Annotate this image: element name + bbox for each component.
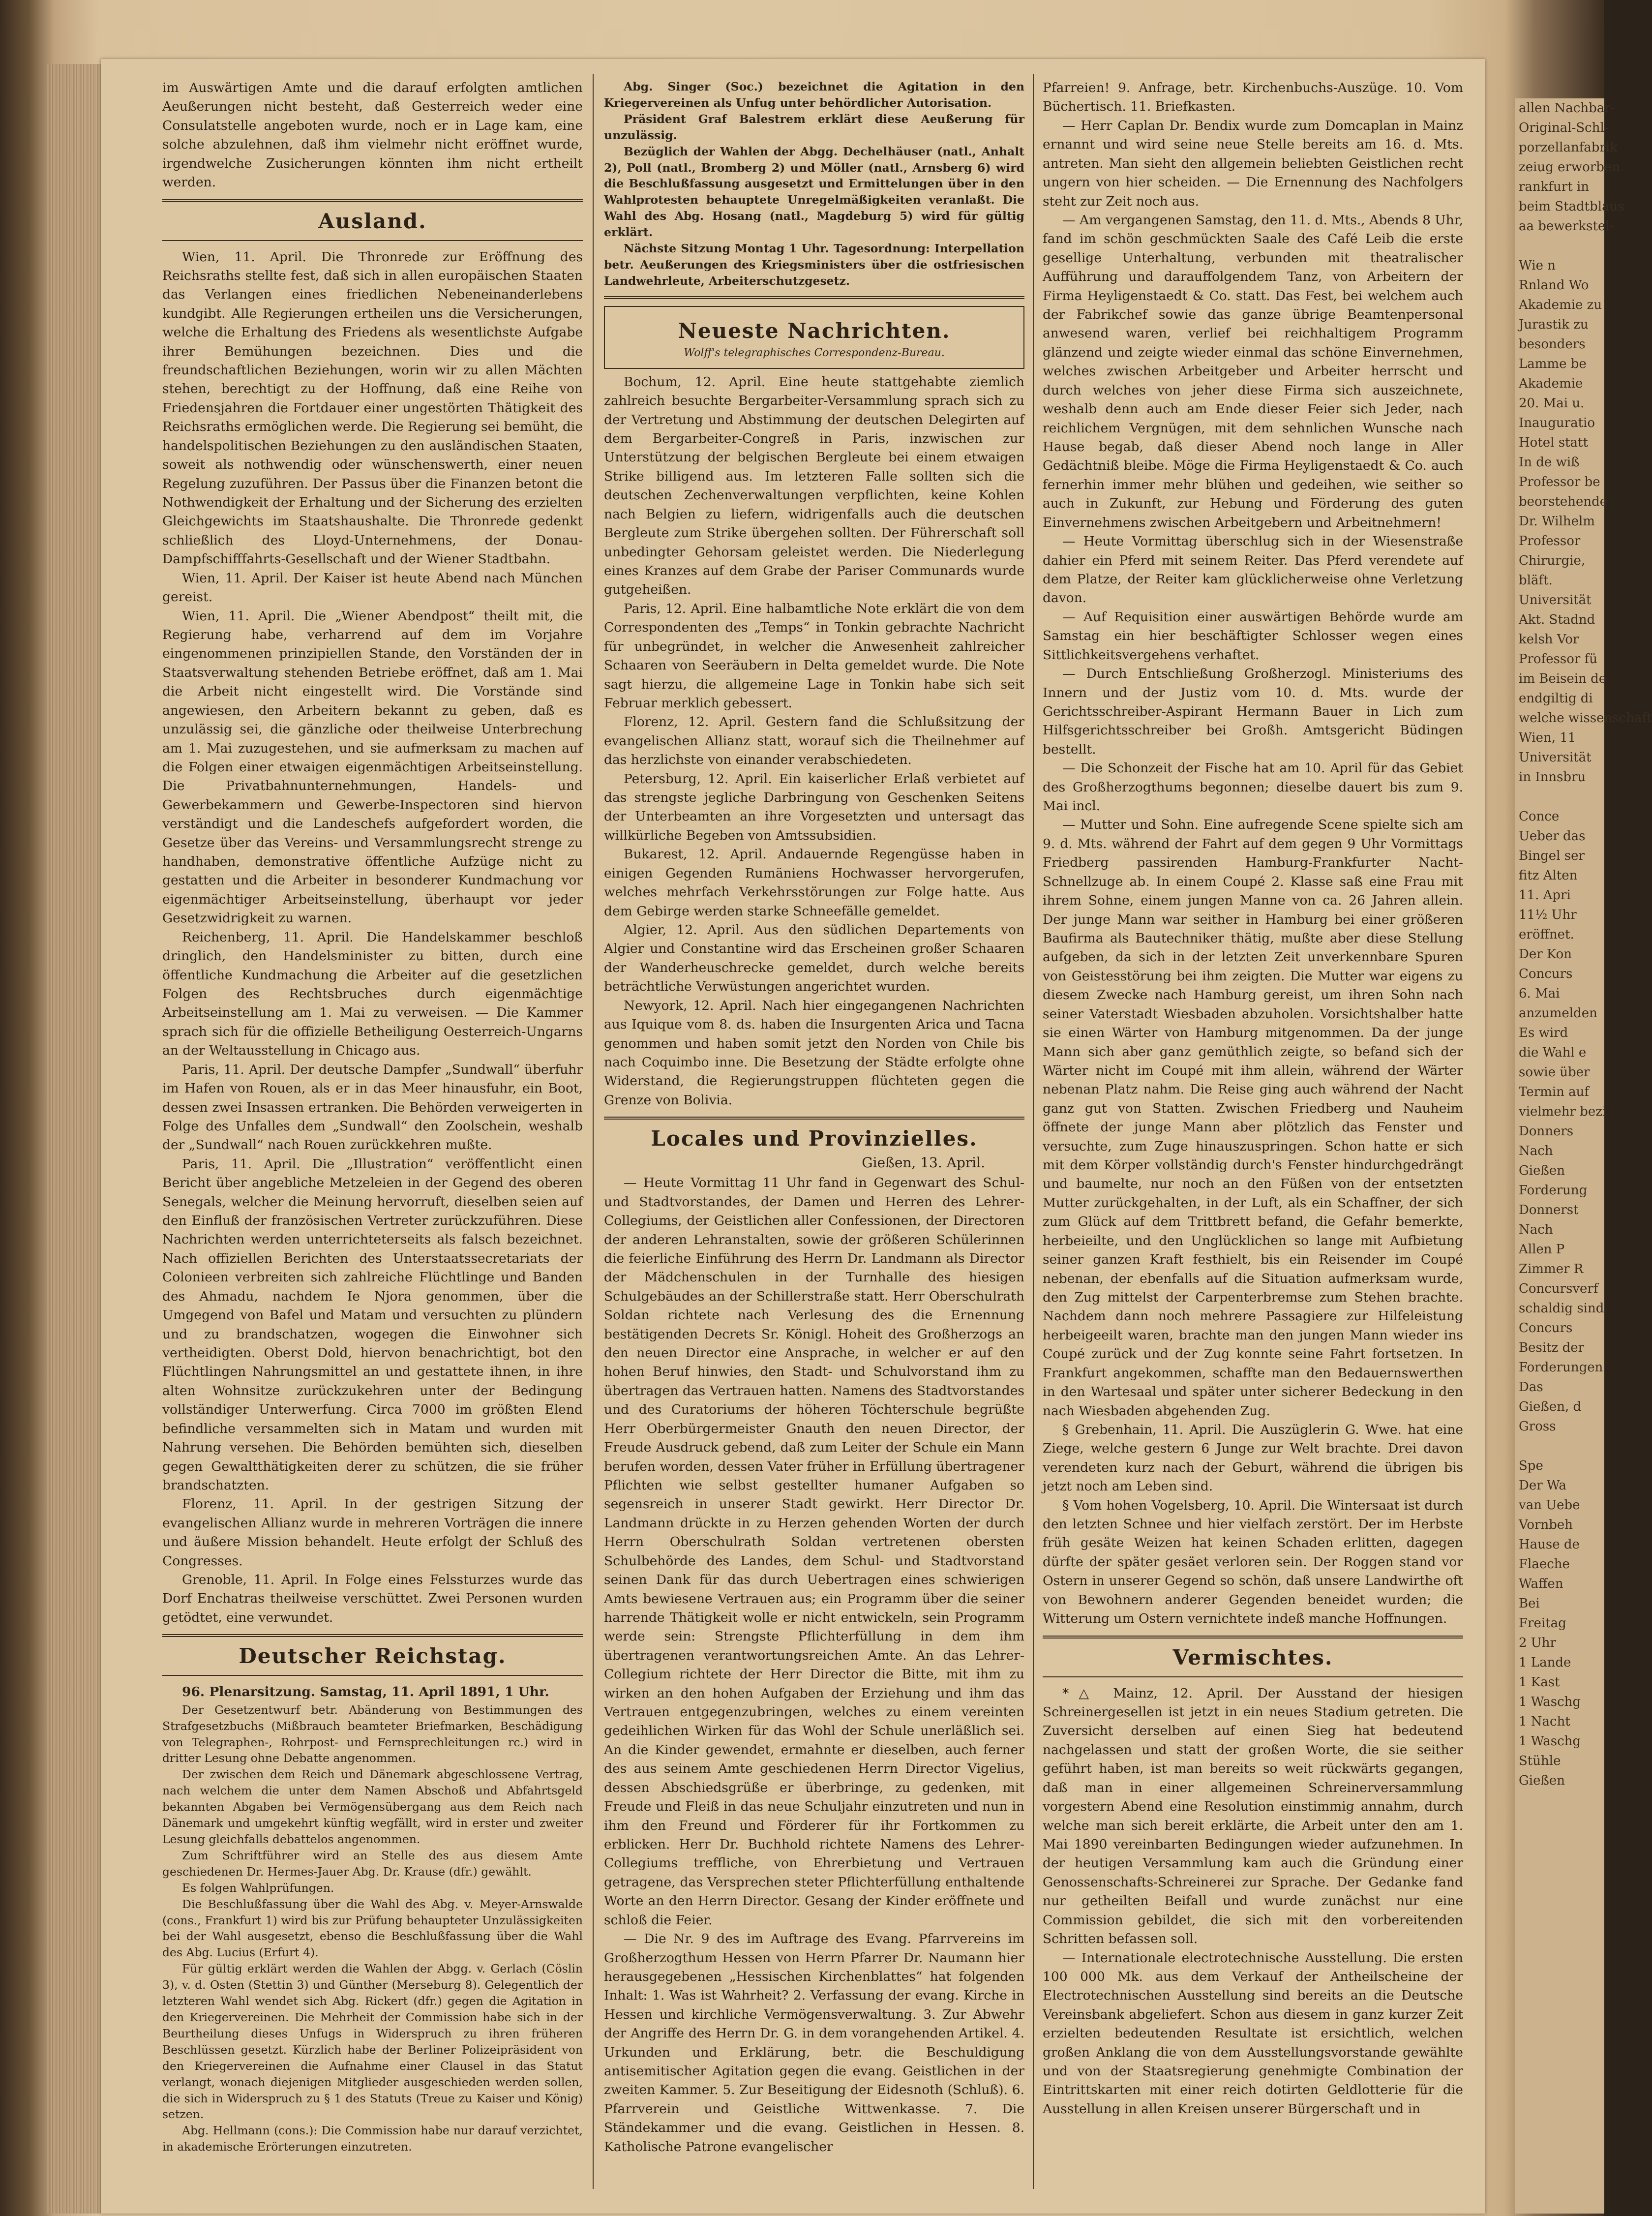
- article-text: im Auswärtigen Amte und die darauf erfolgten amtlichen Aeußerungen nicht besteht, daß Gesterreich weder eine Consulatstelle angeboten wurde, noch er in Lage kam, eine solche abzulehnen, daß ihm vielmehr nicht eröffnet wurde, irgendwelche Zusicherungen könnten ihm nicht ertheilt werden.: [162, 80, 583, 190]
- facing-page-line: Dr. Wilhelm: [1519, 514, 1595, 529]
- session-item: Für gültig erklärt werden die Wahlen der Abgg. v. Gerlach (Cöslin 3), v. d. Osten (Stettin 3) und Günther (Merseburg 8). Gelegentlich der letzteren Wahl wendet sich Abg. Rickert (dfr.) gegen die Agitation in den Kriegervereinen. Die Mehrheit der Commission habe sich in der Beurtheilung dieses Unfugs in Widerspruch zu ihren früheren Beschlüssen gesetzt. Kürzlich habe der Berliner Polizeipräsident von den Kriegervereinen die Aufnahme einer Clausel in das Statut verlangt, wonach diejenigen Mitglieder ausgeschieden werden sollen, die sich in Widerspruch zu § 1 des Statuts (Treue zu Kaiser und König) setzen.: [162, 1962, 583, 2122]
- facing-page-line: schaldig sind: [1519, 1301, 1604, 1316]
- facing-page-line: 6. Mai: [1519, 986, 1560, 1001]
- facing-page-line: Inauguratio: [1519, 416, 1595, 430]
- facing-page-line: welche wissenschaft: [1519, 711, 1652, 726]
- facing-page-line: eröffnet.: [1519, 927, 1574, 942]
- news-item: Bochum, 12. April. Eine heute stattgehabte ziemlich zahlreich besuchte Bergarbeiter-Versammlung sprach sich zu der Vertretung und Abstimmung der deutschen Delegirten auf dem Bergarbeiter-Congreß in Paris, inzwischen zur Unterstützung der belgischen Bergleute bei einem etwaigen Strike billigend aus. Im letzteren Falle sollten sich die deutschen Zechenverwaltungen verpflichten, keine Kohlen nach Belgien zu liefern, widrigenfalls auch die deutschen Bergleute zum Strike übergehen sollten. Der Führerschaft soll unbedingter Gehorsam geleistet werden. Die Niederlegung eines Kranzes auf dem Grabe der Pariser Communards wurde gutgeheißen.: [604, 374, 1024, 598]
- facing-page-line: Wien, 11: [1519, 730, 1576, 745]
- facing-page-line: Flaeche: [1519, 1557, 1570, 1572]
- facing-page-line: Professor: [1519, 534, 1581, 548]
- facing-page-line: 20. Mai u.: [1519, 396, 1585, 411]
- facing-page-line: die Wahl e: [1519, 1045, 1587, 1060]
- facing-page-fragment: [1515, 98, 1652, 2214]
- divider: [162, 1634, 583, 1637]
- column-2: [604, 79, 1024, 2156]
- facing-page-line: Conce: [1519, 809, 1560, 824]
- news-item: Wien, 11. April. Der Kaiser ist heute Abend nach München gereist.: [162, 570, 583, 605]
- divider: [162, 1675, 583, 1676]
- facing-page-line: 1 Nacht: [1519, 1714, 1570, 1729]
- facing-page-line: Concurs: [1519, 967, 1573, 981]
- agency-line: Wolff's telegraphisches Correspondenz-Bureau.: [684, 346, 945, 359]
- facing-page-line: Allen P: [1519, 1242, 1565, 1257]
- news-item: Paris, 12. April. Eine halbamtliche Note erklärt die von dem Correspondenten des „Temps“ in Tonkin gebrachte Nachricht für unbegründet, in welcher die Anwesenheit zahlreicher Schaaren von Seeräubern in Delta gemeldet wurde. Die Note sagt hierzu, die allgemeine Lage in Tonkin habe sich seit Februar merklich gebessert.: [604, 601, 1024, 711]
- news-item: — Am vergangenen Samstag, den 11. d. Mts., Abends 8 Uhr, fand im schön geschmückten Saale des Café Leib die erste gesellige Unterhaltung, verbunden mit theatralischer Aufführung und darauffolgendem Tanz, von Arbeitern der Firma Heyligenstaedt & Co. statt. Das Fest, bei welchem auch der Fabrikchef sowie das ganze übrige Beamtenpersonal anwesend waren, verlief bei reichhaltigem Programm glänzend und zeigte wieder einmal das schöne Einvernehmen, welches zwischen Arbeitgeber und Arbeiter herrscht und durch welches von jeher diese Firma sich auszeichnete, weshalb denn auch am Ende dieser Feier sich Jeder, nach reichlichem Vergnügen, mit dem sehnlichen Wunsche nach Hause begab, daß dieser Abend noch lange in Aller Gedächtniß bleibe. Möge die Firma Heyligenstaedt & Co. auch fernerhin immer mehr blühen und gedeihen, wie seither so auch in Zukunft, zur Hebung und Förderung des guten Einvernehmens zwischen Arbeitgebern und Arbeitnehmern!: [1043, 212, 1463, 530]
- headline-box: [604, 306, 1024, 369]
- facing-page-line: Wie n: [1519, 258, 1556, 273]
- facing-page-line: Bei: [1519, 1596, 1540, 1611]
- facing-page-line: in Innsbru: [1519, 770, 1586, 785]
- news-item: Florenz, 12. April. Gestern fand die Schlußsitzung der evangelischen Allianz statt, worauf sich die Theilnehmer auf das herzlichste von einander verabschiedeten.: [604, 714, 1024, 768]
- facing-page-line: Donnerst: [1519, 1203, 1579, 1217]
- facing-page-line: Termin auf: [1519, 1085, 1589, 1099]
- facing-page-line: Akademie zu: [1519, 298, 1602, 312]
- facing-page-line: sowie über: [1519, 1065, 1590, 1080]
- facing-page-line: Gießen, d: [1519, 1399, 1582, 1414]
- news-item: Petersburg, 12. April. Ein kaiserlicher Erlaß verbietet auf das strengste jegliche Darbringung von Geschenken Seitens der Unterbeamten an ihre Vorgesetzten und untersagt das willkürliche Begeben von Amtssubsidien.: [604, 771, 1024, 843]
- news-item: Florenz, 11. April. In der gestrigen Sitzung der evangelischen Allianz wurde in mehreren Vorträgen die innere und äußere Mission behandelt. Heute erfolgt der Schluß des Congresses.: [162, 1496, 583, 1569]
- session-line: 96. Plenarsitzung. Samstag, 11. April 1891, 1 Uhr.: [182, 1684, 549, 1700]
- facing-page-line: Nach: [1519, 1222, 1553, 1237]
- news-item: Newyork, 12. April. Nach hier eingegangenen Nachrichten aus Iquique vom 8. ds. haben die Insurgenten Arica und Tacna genommen und haben somit jetzt den Norden von Chile bis nach Coquimbo inne. Die Besetzung der Städte erfolgte ohne Widerstand, die Regierungstruppen flüchteten gegen die Grenze von Bolivia.: [604, 998, 1024, 1108]
- facing-page-line: Vornbeh: [1519, 1518, 1573, 1532]
- facing-page-line: Universität: [1519, 593, 1592, 607]
- news-item: § Vom hohen Vogelsberg, 10. April. Die Wintersaat ist durch den letzten Schnee und hier vielfach zerstört. Der im Herbste früh gesäte Weizen hat keinen Schaden erlitten, dagegen dürfte der später gesäet verloren sein. Der Roggen stand vor Ostern in unserer Gegend so schön, daß unsere Landwirthe oft von Bewohnern anderer Gegenden beneidet wurden; die Witterung um Ostern vernichtete indeß manche Hoffnungen.: [1043, 1497, 1463, 1627]
- news-item: — Die Schonzeit der Fische hat am 10. April für das Gebiet des Großherzogthums begonnen; dieselbe dauert bis zum 9. Mai incl.: [1043, 760, 1463, 814]
- news-item: Wien, 11. April. Die Thronrede zur Eröffnung des Reichsraths stellte fest, daß sich in allen europäischen Staaten das Verlangen eines friedlichen Nebeneinanderlebens kundgibt. Alle Regierungen ertheilen uns die Versicherungen, welche die Erhaltung des Friedens als wesentlichste Aufgabe ihrer Bemühungen bezeichnen. Dies und die freundschaftlichen Beziehungen, worin wir zu allen Mächten stehen, berechtigt zu der Hoffnung, daß eine Reihe von Friedensjahren die Fortdauer einer ungestörten Thätigkeit des Reichsraths ermöglichen werde. Die Regierung sei bemüht, die handelspolitischen Beziehungen zu den ausländischen Staaten, soweit als nothwendig oder wünschenswerth, einer neuen Regelung zuzuführen. Der Passus über die Finanzen betont die Nothwendigkeit der Erhaltung und der Sicherung des erzielten Gleichgewichts im Staatshaushalte. Die Thronrede gedenkt schließlich des Lloyd-Unternehmens, der Donau-Dampfschifffahrts-Gesellschaft und der Wiener Stadtbahn.: [162, 249, 583, 567]
- facing-page-line: Concursverf: [1519, 1281, 1598, 1296]
- column-3: [1043, 79, 1463, 2119]
- column-rule: [1033, 74, 1034, 2189]
- news-item: — Herr Caplan Dr. Bendix wurde zum Domcaplan in Mainz ernannt und wird seine neue Stelle bereits am 16. d. Mts. antreten. Man sieht den allgemein beliebten Geistlichen recht ungern von hier scheiden. — Die Ernennung des Nachfolgers steht zur Zeit noch aus.: [1043, 118, 1463, 209]
- facing-page-line: rankfurt in: [1519, 180, 1589, 194]
- column-rule: [593, 74, 594, 2189]
- facing-page-line: Professor fü: [1519, 652, 1597, 667]
- facing-page-line: Ueber das: [1519, 829, 1586, 844]
- facing-page-line: Professor be: [1519, 475, 1600, 489]
- divider: [604, 296, 1024, 299]
- session-item: Es folgen Wahlprüfungen.: [182, 1881, 334, 1895]
- facing-page-line: Der Kon: [1519, 947, 1572, 962]
- news-item: Reichenberg, 11. April. Die Handelskammer beschloß dringlich, den Handelsminister zu bitten, durch eine öffentliche Kundmachung die Arbeiter auf die gesetzlichen Folgen des Rechtsbruches durch eigenmächtige Arbeitseinstellung am 1. Mai zu verweisen. — Die Kammer sprach sich für die offizielle Betheiligung Oesterreich-Ungarns an der Weltausstellung in Chicago aus.: [162, 929, 583, 1059]
- facing-page-line: Spe: [1519, 1458, 1543, 1473]
- facing-page-line: van Uebe: [1519, 1498, 1580, 1513]
- news-item: Grenoble, 11. April. In Folge eines Felssturzes wurde das Dorf Enchatras theilweise verschüttet. Zwei Personen wurden getödtet, eine verwundet.: [162, 1572, 583, 1625]
- facing-page-line: Donners: [1519, 1124, 1574, 1139]
- facing-page-line: Lamme be: [1519, 357, 1587, 371]
- facing-page-line: zeiug erworben: [1519, 160, 1620, 175]
- facing-page-line: beorstehende: [1519, 494, 1608, 509]
- news-item: — Durch Entschließung Großherzogl. Ministeriums des Innern und der Justiz vom 10. d. Mts. wurde der Gerichtsschreiber-Aspirant Hermann Bauer in Lich zum Hilfsgerichtsschreiber bei Großh. Amtsgericht Büdingen bestellt.: [1043, 666, 1463, 757]
- session-item: Bezüglich der Wahlen der Abgg. Dechelhäuser (natl., Anhalt 2), Poll (natl., Bromberg 2) und Möller (natl., Arnsberg 6) wird die Beschlußfassung ausgesetzt und Ermittelungen über in den Wahlprotesten behauptete Unregelmäßigkeiten veranlaßt. Die Wahl des Abg. Hosang (natl., Magdeburg 5) wird für gültig erklärt.: [604, 144, 1024, 240]
- facing-page-line: 1 Kast: [1519, 1675, 1560, 1690]
- news-item: Algier, 12. April. Aus den südlichen Departements von Algier und Constantine wird das Erscheinen großer Schaaren der Wanderheuschrecke gemeldet, durch welche bereits beträchtliche Verwüstungen angerichtet wurden.: [604, 922, 1024, 995]
- facing-page-line: Bingel ser: [1519, 849, 1585, 863]
- facing-page-line: Universität: [1519, 750, 1592, 765]
- news-item: — Heute Vormittag überschlug sich in der Wiesenstraße dahier ein Pferd mit seinem Reiter. Das Pferd verendete auf dem Platze, der Reiter kam glücklicherweise ohne Verletzung davon.: [1043, 534, 1463, 606]
- facing-page-line: [1515, 236, 1604, 256]
- facing-page-line: 11. Apri: [1519, 888, 1571, 903]
- facing-page-line: Akt. Stadnd: [1519, 612, 1595, 627]
- facing-page-line: 1 Lande: [1519, 1655, 1571, 1670]
- news-item: Bukarest, 12. April. Andauernde Regengüsse haben in einigen Gegenden Rumäniens Hochwasser hervorgerufen, welches mehrfach Verkehrsstörungen zur Folge hatte. Aus dem Gebirge werden starke Schneefälle gemeldet.: [604, 847, 1024, 919]
- news-item: Pfarreien! 9. Anfrage, betr. Kirchenbuchs-Auszüge. 10. Vom Büchertisch. 11. Briefkasten.: [1043, 80, 1463, 115]
- divider: [162, 240, 583, 241]
- facing-page-line: Gießen: [1519, 1163, 1565, 1178]
- facing-page-line: Gross: [1519, 1419, 1556, 1434]
- session-item: Präsident Graf Balestrem erklärt diese Aeußerung für unzulässig.: [604, 112, 1024, 142]
- section-title-locales: Locales und Provinzielles.: [651, 1126, 978, 1151]
- facing-page-line: kelsh Vor: [1519, 632, 1579, 647]
- facing-page-line: Hause de: [1519, 1537, 1580, 1552]
- news-item: § Grebenhain, 11. April. Die Auszüglerin G. Wwe. hat eine Ziege, welche gestern 6 Junge zur Welt brachte. Drei davon verendeten kurz nach der Geburt, während die übrigen bis jetzt noch am Leben sind.: [1043, 1422, 1463, 1494]
- session-item: Der Gesetzentwurf betr. Abänderung von Bestimmungen des Strafgesetzbuchs (Mißbrauch beamteter Briefmarken, Beschädigung von Telegraphen-, Rohrpost- und Fernsprechleitungen rc.) wird in dritter Lesung ohne Debatte angenommen.: [162, 1702, 583, 1765]
- facing-page-line: [1515, 1436, 1604, 1456]
- facing-page-line: Forderungen: [1519, 1360, 1603, 1375]
- facing-page-line: vielmehr bezi: [1519, 1104, 1607, 1119]
- facing-page-line: endgiltig di: [1519, 691, 1593, 706]
- section-title-reichstag: Deutscher Reichstag.: [239, 1644, 507, 1669]
- section-title-ausland: Ausland.: [318, 209, 427, 233]
- facing-page-line: allen Nachbar-: [1519, 101, 1615, 116]
- divider: [1043, 1676, 1463, 1677]
- session-item: Abg. Singer (Soc.) bezeichnet die Agitation in den Kriegervereinen als Unfug unter behördlicher Autorisation.: [604, 80, 1024, 110]
- facing-page-line: Jurastik zu: [1519, 317, 1589, 332]
- divider: [604, 1117, 1024, 1120]
- session-item: Zum Schriftführer wird an Stelle des aus diesem Amte geschiedenen Dr. Hermes-Jauer Abg. Dr. Krause (dfr.) gewählt.: [162, 1848, 583, 1879]
- session-item: Nächste Sitzung Montag 1 Uhr. Tagesordnung: Interpellation betr. Aeußerungen des Kriegsministers über die ostfriesischen Landwehrleute, Arbeiterschutzgesetz.: [604, 242, 1024, 288]
- section-title-neueste: Neueste Nachrichten.: [678, 318, 951, 343]
- facing-page-line: Rnland Wo: [1519, 278, 1589, 293]
- divider: [162, 199, 583, 202]
- facing-page-line: Concurs: [1519, 1321, 1573, 1336]
- facing-page-line: Waffen: [1519, 1577, 1563, 1591]
- facing-page-line: porzellanfabrik: [1519, 140, 1618, 155]
- facing-page-line: Akademie: [1519, 376, 1583, 391]
- facing-page-lines: [1515, 98, 1652, 1791]
- session-item: Abg. Hellmann (cons.): Die Commission habe nur darauf verzichtet, in akademische Erörterungen einzutreten.: [162, 2124, 583, 2154]
- news-item: — Heute Vormittag 11 Uhr fand in Gegenwart des Schul- und Stadtvorstandes, der Damen und Herren des Lehrer-Collegiums, der Geistlichen aller Confessionen, der Directoren der anderen Lehranstalten, sowie der größeren Schülerinnen die feierliche Einführung des Herrn Dr. Landmann als Director der Mädchenschulen in der Turnhalle des hiesigen Schulgebäudes an der Schillerstraße statt. Herr Oberschulrath Soldan richtete nach Verlesung des die Ernennung bestätigenden Decrets Sr. Königl. Hoheit des Großherzogs an den neuen Director eine Ansprache, in welcher er auf den hohen Beruf hinwies, den Stadt- und Schulvorstand ihm zu übertragen das Vertrauen hatten. Namens des Stadtvorstandes und des Curatoriums der höheren Töchterschule begrüßte Herr Oberbürgermeister Gnauth den neuen Director, der Freude Ausdruck gebend, daß zum Leiter der Schule ein Mann berufen worden, dessen Vater früher in Erfüllung übertragener Pflichten wie selbst gestellter humaner Aufgaben so segensreich in unserer Stadt gewirkt. Herr Director Dr. Landmann drückte in zu Herzen gehenden Worten der durch Herrn Oberschulrath Soldan vertretenen obersten Schulbehörde des Landes, dem Schul- und Stadtvorstand seinen Dank für das durch Uebertragen eines schwierigen Amts bewiesene Vertrauen aus; ein Programm über die seiner harrende Thätigkeit wolle er nicht entwickeln, sein Programm werde sein: Strengste Pflichterfüllung in dem ihm übertragenen verantwortungsreichen Amte. An das Lehrer-Collegium richtete der Herr Director die Bitte, mit ihm zu wirken an den hohen Aufgaben der Erziehung und ihm das Vertrauen entgegenzubringen, welches zu einem vereinten gedeihlichen Wirken für das Wohl der Schule unerläßlich sei. An die Kinder gewendet, ermahnte er dieselben, auch ferner des aus seinem Amte geschiedenen Herrn Director Vigelius, dessen Abschiedsgrüße er überbringe, zu gedenken, mit Freude und Fleiß in das neue Schuljahr einzutreten und nun in ihm den Freund und Förderer für ihr Fortkommen zu erblicken. Herr Dr. Buchhold richtete Namens des Lehrer-Collegiums treffliche, von Ehrerbietung und Vertrauen getragene, das Versprechen steter Pflichterfüllung enthaltende Worte an den Herrn Director. Gesang der Kinder eröffnete und schloß die Feier.: [604, 1175, 1024, 1928]
- facing-page-line: Es wird: [1519, 1026, 1568, 1040]
- facing-page-line: Hotel statt: [1519, 435, 1588, 450]
- facing-page-line: Chirurgie,: [1519, 553, 1586, 568]
- facing-page-line: besonders: [1519, 337, 1586, 352]
- news-item: — Die Nr. 9 des im Auftrage des Evang. Pfarrvereins im Großherzogthum Hessen von Herrn Pfarrer Dr. Naumann hier herausgegebenen „Hessischen Kirchenblattes“ hat folgenden Inhalt: 1. Was ist Wahrheit? 2. Verfassung der evang. Kirche in Hessen und kirchliche Vermögensverwaltung. 3. Zur Abwehr der Angriffe des Herrn Dr. G. in dem vorangehenden Artikel. 4. Urkunden und Erklärung, betr. die Beschuldigung antisemitischer Agitation gegen die evang. Geistlichen in der zweiten Kammer. 5. Zur Beseitigung der Eidesnoth (Schluß). 6. Pfarrverein und Geistliche Wittwenkasse. 7. Die Ständekammer und die evang. Geistlichen in Hessen. 8. Katholische Patrone evangelischer: [604, 1931, 1024, 2155]
- news-item: Paris, 11. April. Der deutsche Dampfer „Sundwall“ überfuhr im Hafen von Rouen, als er in das Meer hinausfuhr, ein Boot, dessen zwei Insassen ertranken. Die Behörden verweigerten in Folge des Unfalles dem „Sundwall“ den Zoolschein, weshalb der „Sundwall“ nach Rouen zurückkehren mußte.: [162, 1062, 583, 1153]
- facing-page-line: 11½ Uhr: [1519, 908, 1577, 922]
- news-item: *△ Mainz, 12. April. Der Ausstand der hiesigen Schreinergesellen ist jetzt in ein neues Stadium getreten. Die Zuversicht derselben auf einen Sieg hat bedeutend nachgelassen und statt der großen Worte, die sie seither geführt haben, ist man bereits so weit rückwärts gegangen, daß man in einer allgemeinen Schreinerversammlung vorgestern Abend eine Resolution einstimmig annahm, durch welche man sich bereit erklärte, die Arbeit unter den am 1. Mai 1890 vereinbarten Bedingungen wieder aufzunehmen. In der heutigen Versammlung kam auch die Gründung einer Genossenschafts-Schreinerei zur Sprache. Der Gedanke fand nur getheilten Beifall und wurde zunächst nur eine Commission gebildet, die sich mit den vorbereitenden Schritten befassen soll.: [1043, 1685, 1463, 1947]
- facing-page-line: beim Stadtblaus: [1519, 199, 1624, 214]
- facing-page-line: fitz Alten: [1519, 868, 1578, 883]
- facing-page-line: Freitag: [1519, 1616, 1566, 1631]
- news-item: Paris, 11. April. Die „Illustration“ veröffentlicht einen Bericht über angebliche Metzeleien in der Gegend des oberen Senegals, welcher die Meinung hervorruft, dieselben seien auf den Einfluß der französischen Vertreter zurückzuführen. Diese Nachrichten werden unterrichteterseits als falsch bezeichnet. Nach offiziellen Berichten des Unterstaatssecretariats der Colonieen verbreiten sich zahlreiche Flüchtlinge und Banden des Ahmadu, nachdem Ie Njora genommen, über die Umgegend von Bafel und Matam und versuchten zu plündern und zu brandschatzen, wogegen die Einwohner sich vertheidigten. Oberst Dold, hiervon benachrichtigt, bot den Flüchtlingen Nahrungsmittel an und gestattete ihnen, in ihre alten Wohnsitze zurückzukehren unter der Bedingung vollständiger Unterwerfung. Circa 7000 im größten Elend befindliche versammelten sich in Matam und wurden mit Nahrung versehen. Die Behörden bemühten sich, dieselben gegen Gewaltthätigkeiten derer zu schützen, die sie früher brandschatzten.: [162, 1156, 583, 1493]
- facing-page-line: Der Wa: [1519, 1478, 1566, 1493]
- facing-page-line: Das: [1519, 1380, 1543, 1395]
- divider: [1043, 1636, 1463, 1639]
- facing-page-line: im Beisein de: [1519, 671, 1607, 686]
- facing-page-line: Forderung: [1519, 1183, 1588, 1198]
- facing-page-line: [1515, 787, 1604, 807]
- facing-page-line: bläft.: [1519, 573, 1553, 588]
- section-title-vermischtes: Vermischtes.: [1172, 1645, 1333, 1670]
- facing-page-line: 2 Uhr: [1519, 1636, 1556, 1650]
- news-item: — Auf Requisition einer auswärtigen Behörde wurde am Samstag ein hier beschäftigter Schlosser wegen eines Sittlichkeitsvergehens verhaftet.: [1043, 609, 1463, 663]
- facing-page-line: Zimmer R: [1519, 1262, 1584, 1276]
- facing-page-line: In de wiß: [1519, 455, 1580, 470]
- facing-page-line: Gießen: [1519, 1773, 1565, 1788]
- facing-page-line: anzumelden: [1519, 1006, 1597, 1021]
- news-item: Wien, 11. April. Die „Wiener Abendpost“ theilt mit, die Regierung habe, verharrend auf dem im Vorjahre eingenommenen prinzipiellen Stande, den Vorständen der in Staatsverwaltung stehenden Betriebe eröffnet, daß am 1. Mai die Arbeit nicht eingestellt wird. Die Vorstände sind angewiesen, den Arbeitern bekannt zu geben, daß es unzulässig sei, die gänzliche oder theilweise Unterbrechung am 1. Mai zuzugestehen, und sie aufmerksam zu machen auf die Folgen einer etwaigen eigenmächtigen Arbeitseinstellung. Die Privatbahnunternehmungen, Handels- und Gewerbekammern und Gewerbe-Inspectoren sind hiervon verständigt und die Landeschefs aufgefordert worden, die Gesetze über das Vereins- und Versammlungsrecht strenge zu handhaben, demonstrative öffentliche Aufzüge nicht zu gestatten und die Arbeiter in besonderer Kundmachung vor eigenmächtiger Arbeitseinstellung, überhaupt vor jeder Gesetzwidrigkeit zu warnen.: [162, 608, 583, 926]
- dateline: Gießen, 13. April.: [862, 1154, 985, 1171]
- news-item: — Internationale electrotechnische Ausstellung. Die ersten 100 000 Mk. aus dem Verkauf der Antheilscheine der Electrotechnischen Ausstellung sind bereits an die Deutsche Vereinsbank abgeliefert. Schon aus diesem in ganz kurzer Zeit erzielten bedeutenden Resultate ist ersichtlich, welchen großen Anklang die von dem Ausstellungsvorstande gewählte und von der Staatsregierung genehmigte Combination der Eintrittskarten mit einer reich dotirten Geldlotterie für die Ausstellung in allen Kreisen unserer Bürgerschaft und in: [1043, 1950, 1463, 2117]
- facing-page-line: aa bewerkstel-: [1519, 219, 1614, 234]
- facing-page-line: Besitz der: [1519, 1340, 1585, 1355]
- facing-page-line: 1 Waschg: [1519, 1695, 1581, 1709]
- facing-page-line: Original-Schl-: [1519, 121, 1609, 135]
- session-item: Die Beschlußfassung über die Wahl des Abg. v. Meyer-Arnswalde (cons., Frankfurt 1) wird bis zur Prüfung behaupteter Unzulässigkeiten bei der Wahl ausgesetzt, ebenso die Beschlußfassung über die Wahl des Abg. Lucius (Erfurt 4).: [162, 1897, 583, 1960]
- facing-page-line: 1 Waschg: [1519, 1734, 1581, 1749]
- column-1: [162, 79, 583, 2155]
- news-item: — Mutter und Sohn. Eine aufregende Scene spielte sich am 9. d. Mts. während der Fahrt auf dem gegen 9 Uhr Vormittags Friedberg passirenden Hamburg-Frankfurter Nacht-Schnellzuge ab. In einem Coupé 2. Klasse saß eine Frau mit ihrem Sohne, einem jungen Manne von ca. 26 Jahren allein. Der junge Mann war seither in Hamburg bei einer größeren Baufirma als Bautechniker thätig, mußte aber diese Stellung aufgeben, da sich in der letzten Zeit unverkennbare Spuren von Geistesstörung bei ihm zeigten. Die Mutter war eigens zu diesem Zwecke nach Hamburg gereist, um ihren Sohn nach seiner Vaterstadt Wiesbaden abzuholen. Vorsichtshalber hatte sie einen Wärter von Hamburg mitgenommen. Da der junge Mann sich aber ganz gemüthlich zeigte, so befand sich der Wärter nicht im Coupé mit ihm allein, während der Wärter nebenan Platz nahm. Die Reise ging auch während der Nacht ganz gut von Statten. Zwischen Friedberg und Nauheim öffnete der junge Mann aber plötzlich das Fenster und versuchte, zum Zuge hinauszuspringen. Schon hatte er sich mit dem Körper vollständig durch's Fenster hindurchgedrängt und baumelte, nur noch an den Füßen von der entsetzten Mutter zurückgehalten, in der Luft, als ein Schaffner, der sich zum Glück auf dem Trittbrett befand, die Gefahr bemerkte, herbeieilte, und den Unglücklichen so lange mit Aufbietung seiner ganzen Kraft festhielt, bis ein Reisender im Coupé nebenan, der ebenfalls auf die Situation aufmerksam wurde, den Zug mittelst der Carpenterbremse zum Stehen brachte. Nachdem dann noch mehrere Passagiere zur Hilfeleistung herbeigeeilt waren, brachte man den jungen Mann wieder ins Coupé zurück und der Zug konnte seine Fahrt fortsetzen. In Frankfurt angekommen, schaffte man den Bedauernswerthen in den Wartesaal und später unter sicherer Bedeckung in den nach Wiesbaden abgehenden Zug.: [1043, 817, 1463, 1419]
- facing-page-line: Nach: [1519, 1144, 1553, 1158]
- session-item: Der zwischen dem Reich und Dänemark abgeschlossene Vertrag, nach welchem die unter dem Namen Abschoß und Abfahrtsgeld bekannten Abgaben bei Vermögensübergang aus dem Reich nach Dänemark und umgekehrt künftig wegfällt, wird in erster und zweiter Lesung gleichfalls debattelos angenommen.: [162, 1767, 583, 1846]
- facing-page-line: Stühle: [1519, 1754, 1561, 1768]
